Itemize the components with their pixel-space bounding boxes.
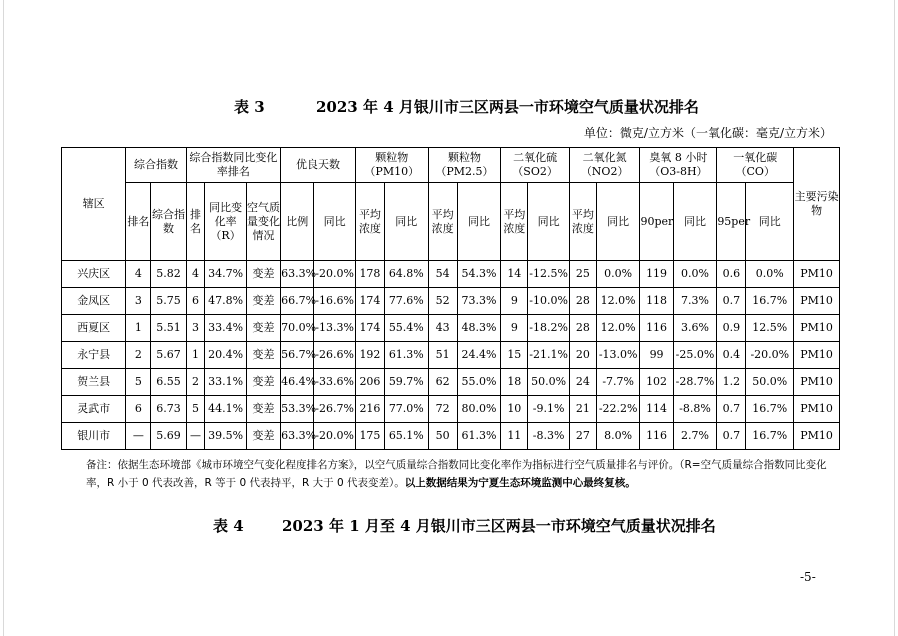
table-cell: 54.3% xyxy=(457,261,501,288)
table-cell: 3 xyxy=(186,315,205,342)
table-cell: 28 xyxy=(569,315,596,342)
table-cell: 55.4% xyxy=(384,315,428,342)
subheader-yoy: 同比 xyxy=(457,183,501,261)
table-cell: 0.7 xyxy=(717,288,746,315)
table-cell: 4 xyxy=(186,261,205,288)
table-cell: 102 xyxy=(640,369,673,396)
table-cell: 61.3% xyxy=(457,423,501,450)
table-cell: 0.0% xyxy=(673,261,717,288)
table-cell: 178 xyxy=(355,261,384,288)
table-cell: 6.55 xyxy=(151,369,186,396)
table-cell: 1 xyxy=(186,342,205,369)
table-cell: -10.0% xyxy=(528,288,570,315)
table-cell: 2 xyxy=(126,342,151,369)
table-cell: 66.7% xyxy=(281,288,314,315)
table-cell: 0.4 xyxy=(717,342,746,369)
table-cell: 174 xyxy=(355,315,384,342)
table-row xyxy=(62,288,840,315)
table-cell: 174 xyxy=(355,288,384,315)
table-cell: 46.4% xyxy=(281,369,314,396)
table-cell: 18 xyxy=(501,369,528,396)
unit-note: 单位：微克/立方米（一氧化碳：毫克/立方米） xyxy=(583,126,832,140)
table-cell: 变差 xyxy=(246,423,280,450)
table3-number: 表 3 xyxy=(234,98,265,116)
table-cell: 变差 xyxy=(246,369,280,396)
table-cell: 12.5% xyxy=(746,315,794,342)
table-row xyxy=(62,315,840,342)
table-cell: 77.6% xyxy=(384,288,428,315)
subheader-rank2: 排名 xyxy=(186,183,205,261)
table-cell: -26.7% xyxy=(314,396,356,423)
table-cell: -8.8% xyxy=(673,396,717,423)
table-cell: 43 xyxy=(428,315,457,342)
table-cell: 116 xyxy=(640,315,673,342)
district-cell: 灵武市 xyxy=(62,396,126,423)
table-cell: 20.4% xyxy=(205,342,247,369)
page-edge-right xyxy=(894,0,895,636)
table-cell: 33.1% xyxy=(205,369,247,396)
table-cell: 34.7% xyxy=(205,261,247,288)
district-cell: 贺兰县 xyxy=(62,369,126,396)
table-cell: -16.6% xyxy=(314,288,356,315)
table-cell: PM10 xyxy=(794,261,840,288)
table-cell: 变差 xyxy=(246,342,280,369)
footnote xyxy=(86,456,846,492)
table-cell: 5.82 xyxy=(151,261,186,288)
header-co: 一氧化碳（CO） xyxy=(717,148,794,183)
table-cell: 变差 xyxy=(246,396,280,423)
table-cell: 0.6 xyxy=(717,261,746,288)
header-row-1 xyxy=(62,148,840,183)
table-cell: PM10 xyxy=(794,342,840,369)
table-cell: 206 xyxy=(355,369,384,396)
district-cell: 兴庆区 xyxy=(62,261,126,288)
table-cell: PM10 xyxy=(794,369,840,396)
header-o3: 臭氧 8 小时（O3-8H） xyxy=(640,148,717,183)
table-cell: 5.75 xyxy=(151,288,186,315)
table-cell: 6 xyxy=(126,396,151,423)
table-cell: 5.67 xyxy=(151,342,186,369)
table-cell: 16.7% xyxy=(746,288,794,315)
table-cell: 1.2 xyxy=(717,369,746,396)
table-cell: 12.0% xyxy=(596,288,640,315)
table-cell: 3 xyxy=(126,288,151,315)
air-quality-ranking-table xyxy=(61,147,840,450)
table-cell: 5.51 xyxy=(151,315,186,342)
page-edge-left xyxy=(3,0,4,636)
table-cell: 5 xyxy=(186,396,205,423)
table-cell: PM10 xyxy=(794,288,840,315)
subheader-avg-conc: 平均浓度 xyxy=(428,183,457,261)
header-pm10: 颗粒物（PM10） xyxy=(355,148,428,183)
table-cell: 7.3% xyxy=(673,288,717,315)
table-row xyxy=(62,369,840,396)
table-cell: 192 xyxy=(355,342,384,369)
table-cell: 5.69 xyxy=(151,423,186,450)
table-cell: 变差 xyxy=(246,315,280,342)
subheader-rank: 排名 xyxy=(126,183,151,261)
subheader-index: 综合指数 xyxy=(151,183,186,261)
table-cell: 0.0% xyxy=(746,261,794,288)
table-body xyxy=(62,261,840,450)
table-cell: -25.0% xyxy=(673,342,717,369)
table-cell: 变差 xyxy=(246,288,280,315)
subheader-yoy: 同比 xyxy=(384,183,428,261)
table-cell: -28.7% xyxy=(673,369,717,396)
district-cell: 永宁县 xyxy=(62,342,126,369)
header-so2: 二氧化硫（SO2） xyxy=(501,148,570,183)
table-cell: 15 xyxy=(501,342,528,369)
table-cell: 114 xyxy=(640,396,673,423)
table-cell: 52 xyxy=(428,288,457,315)
table-cell: 63.3% xyxy=(281,423,314,450)
table-cell: 216 xyxy=(355,396,384,423)
table-cell: 65.1% xyxy=(384,423,428,450)
subheader-yoy: 同比 xyxy=(528,183,570,261)
table-cell: 27 xyxy=(569,423,596,450)
table-cell: 21 xyxy=(569,396,596,423)
table-cell: 33.4% xyxy=(205,315,247,342)
table-cell: 61.3% xyxy=(384,342,428,369)
table-cell: 6 xyxy=(186,288,205,315)
table4-number: 表 4 xyxy=(213,517,244,535)
subheader-yoy: 同比 xyxy=(673,183,717,261)
table-cell: 56.7% xyxy=(281,342,314,369)
table-cell: 39.5% xyxy=(205,423,247,450)
table3-title-text: 2023 年 4 月银川市三区两县一市环境空气质量状况排名 xyxy=(316,98,699,116)
table-cell: -20.0% xyxy=(314,423,356,450)
table-cell: -22.2% xyxy=(596,396,640,423)
table-cell: 175 xyxy=(355,423,384,450)
table-cell: 118 xyxy=(640,288,673,315)
table-row xyxy=(62,342,840,369)
table-cell: — xyxy=(126,423,151,450)
table-cell: PM10 xyxy=(794,315,840,342)
table-cell: 63.3% xyxy=(281,261,314,288)
table-cell: 28 xyxy=(569,288,596,315)
table-cell: 2.7% xyxy=(673,423,717,450)
table-cell: -26.6% xyxy=(314,342,356,369)
table-cell: 1 xyxy=(126,315,151,342)
table-cell: 0.0% xyxy=(596,261,640,288)
table-cell: 0.9 xyxy=(717,315,746,342)
table-cell: 16.7% xyxy=(746,423,794,450)
table-cell: -20.0% xyxy=(746,342,794,369)
subheader-avg-conc: 平均浓度 xyxy=(569,183,596,261)
table-cell: 10 xyxy=(501,396,528,423)
table-cell: 50 xyxy=(428,423,457,450)
table4-title-text: 2023 年 1 月至 4 月银川市三区两县一市环境空气质量状况排名 xyxy=(282,517,716,535)
subheader-yoy: 同比 xyxy=(596,183,640,261)
subheader-yoy: 同比 xyxy=(746,183,794,261)
table-cell: 20 xyxy=(569,342,596,369)
subheader-p90: 90per xyxy=(640,183,673,261)
table-cell: 53.3% xyxy=(281,396,314,423)
header-district: 辖区 xyxy=(62,148,126,261)
table-cell: 12.0% xyxy=(596,315,640,342)
district-cell: 金凤区 xyxy=(62,288,126,315)
header-composite-index: 综合指数 xyxy=(126,148,186,183)
table-cell: 70.0% xyxy=(281,315,314,342)
table-cell: 77.0% xyxy=(384,396,428,423)
table-cell: 62 xyxy=(428,369,457,396)
header-good-days: 优良天数 xyxy=(281,148,356,183)
table-cell: 55.0% xyxy=(457,369,501,396)
footnote-text: 备注：依据生态环境部《城市环境空气变化程度排名方案》，以空气质量综合指数同比变化率作为指标进行空气质量排名与评价。（R=空气质量综合指数同比变化率，R 小于 0 代表改善，R 等于 0 代表持平，R 大于 0 代表变差）。 xyxy=(86,459,827,489)
table-cell: 8.0% xyxy=(596,423,640,450)
district-cell: 西夏区 xyxy=(62,315,126,342)
subheader-ratio: 比例 xyxy=(281,183,314,261)
table-cell: 16.7% xyxy=(746,396,794,423)
table-row xyxy=(62,396,840,423)
subheader-avg-conc: 平均浓度 xyxy=(355,183,384,261)
table-row xyxy=(62,423,840,450)
table-cell: -13.0% xyxy=(596,342,640,369)
table-cell: 0.7 xyxy=(717,396,746,423)
header-row-2 xyxy=(62,183,840,261)
table-cell: PM10 xyxy=(794,396,840,423)
table-cell: -8.3% xyxy=(528,423,570,450)
table-cell: 5 xyxy=(126,369,151,396)
subheader-change-rate: 同比变化率（R） xyxy=(205,183,247,261)
table-cell: 73.3% xyxy=(457,288,501,315)
table-cell: 119 xyxy=(640,261,673,288)
table-cell: — xyxy=(186,423,205,450)
table-cell: 50.0% xyxy=(528,369,570,396)
subheader-avg-conc: 平均浓度 xyxy=(501,183,528,261)
table-cell: 9 xyxy=(501,315,528,342)
subheader-yoy: 同比 xyxy=(314,183,356,261)
table-cell: 50.0% xyxy=(746,369,794,396)
table-cell: 47.8% xyxy=(205,288,247,315)
header-composite-change-rank: 综合指数同比变化率排名 xyxy=(186,148,281,183)
table-cell: 14 xyxy=(501,261,528,288)
header-no2: 二氧化氮（NO2） xyxy=(569,148,640,183)
table-cell: -18.2% xyxy=(528,315,570,342)
header-main-pollutant: 主要污染物 xyxy=(794,148,840,261)
table-cell: 59.7% xyxy=(384,369,428,396)
table-cell: 9 xyxy=(501,288,528,315)
table-row xyxy=(62,261,840,288)
page-number: -5- xyxy=(800,570,816,584)
table-cell: 24.4% xyxy=(457,342,501,369)
subheader-quality-change: 空气质量变化情况 xyxy=(246,183,280,261)
table-cell: 3.6% xyxy=(673,315,717,342)
table-cell: 25 xyxy=(569,261,596,288)
table-cell: 6.73 xyxy=(151,396,186,423)
table-cell: -21.1% xyxy=(528,342,570,369)
table-cell: 变差 xyxy=(246,261,280,288)
table-cell: -9.1% xyxy=(528,396,570,423)
header-pm25: 颗粒物（PM2.5） xyxy=(428,148,501,183)
table-cell: PM10 xyxy=(794,423,840,450)
footnote-bold: 以上数据结果为宁夏生态环境监测中心最终复核。 xyxy=(404,477,636,489)
table-cell: -13.3% xyxy=(314,315,356,342)
table-cell: 99 xyxy=(640,342,673,369)
table-cell: 51 xyxy=(428,342,457,369)
table-cell: 0.7 xyxy=(717,423,746,450)
table-cell: 11 xyxy=(501,423,528,450)
table-cell: 116 xyxy=(640,423,673,450)
table-cell: 80.0% xyxy=(457,396,501,423)
table-cell: 4 xyxy=(126,261,151,288)
table-cell: -12.5% xyxy=(528,261,570,288)
table-cell: 48.3% xyxy=(457,315,501,342)
table-cell: 64.8% xyxy=(384,261,428,288)
subheader-p95: 95per xyxy=(717,183,746,261)
table-cell: 54 xyxy=(428,261,457,288)
table-cell: 72 xyxy=(428,396,457,423)
table-cell: 2 xyxy=(186,369,205,396)
table-cell: -20.0% xyxy=(314,261,356,288)
table-cell: -33.6% xyxy=(314,369,356,396)
table-cell: -7.7% xyxy=(596,369,640,396)
table-cell: 44.1% xyxy=(205,396,247,423)
table-cell: 24 xyxy=(569,369,596,396)
district-cell: 银川市 xyxy=(62,423,126,450)
